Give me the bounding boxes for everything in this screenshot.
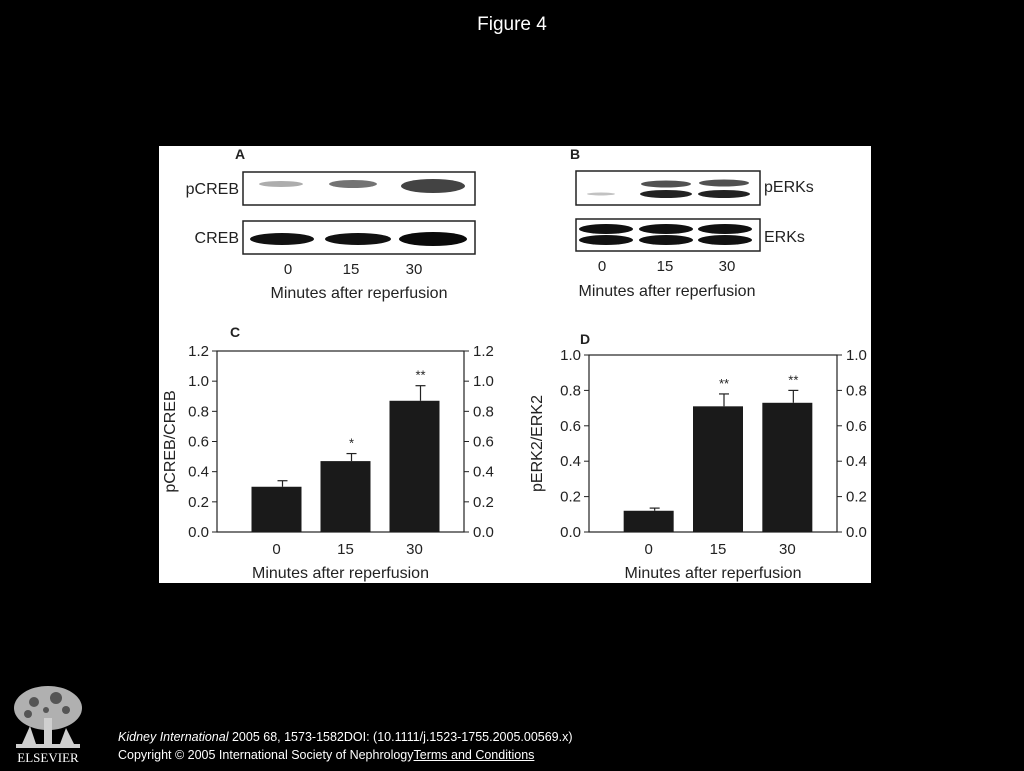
elsevier-tree-icon bbox=[8, 682, 88, 766]
panel-d-ytick-label-left: 0.8 bbox=[560, 382, 581, 400]
figure-panel bbox=[159, 146, 871, 583]
panel-c-significance-15: * bbox=[348, 435, 355, 451]
panel-a-xlabel: Minutes after reperfusion bbox=[270, 285, 448, 302]
perks-blot-frame bbox=[576, 171, 760, 205]
panel-d-ytick-label-right: 0.4 bbox=[846, 453, 867, 471]
panel-c-ytick-label-left: 0.4 bbox=[188, 463, 209, 481]
panel-d-letter: D bbox=[580, 331, 591, 347]
panel-d-ytick-label-right: 0.8 bbox=[846, 382, 867, 400]
citation-details: 2005 68, 1573-1582DOI: (10.1111/j.1523-1755.2005.00569.x) bbox=[228, 730, 573, 744]
panel-a-western-blot bbox=[186, 146, 475, 302]
panel-d-significance-30: ** bbox=[788, 372, 799, 388]
panel-c-ytick-label-left: 0.2 bbox=[188, 493, 209, 511]
erks-lower-band-15 bbox=[639, 235, 693, 245]
figure-title: Figure 4 bbox=[477, 14, 547, 35]
creb-band-15 bbox=[325, 233, 391, 245]
pcreb-band-30 bbox=[401, 179, 465, 193]
panel-c-xlabel: Minutes after reperfusion bbox=[252, 565, 429, 582]
copyright bbox=[118, 748, 534, 762]
creb-band-30 bbox=[399, 232, 467, 246]
erks-upper-band-15 bbox=[639, 224, 693, 234]
panel-d-ytick-label-left: 1.0 bbox=[560, 347, 581, 364]
panel-a-letter: A bbox=[235, 146, 246, 162]
perks-lower-band-15 bbox=[640, 190, 692, 198]
panel-d-significance-15: ** bbox=[718, 375, 730, 391]
panel-c-ytick-label-right: 0.2 bbox=[473, 493, 494, 511]
panel-d-xtick-label-15: 15 bbox=[709, 541, 727, 558]
perks-upper-band-30 bbox=[699, 180, 749, 187]
erks-lower-band-0 bbox=[579, 235, 633, 245]
panel-c-xtick-label-30: 30 bbox=[406, 541, 423, 558]
panel-c-xtick-label-15: 15 bbox=[337, 541, 354, 558]
journal-name: Kidney International bbox=[118, 730, 229, 744]
panel-d-bar-0 bbox=[624, 511, 674, 532]
panel-c-ylabel: pCREB/CREB bbox=[162, 390, 179, 493]
panel-b-letter: B bbox=[570, 146, 581, 162]
panel-c-letter: C bbox=[230, 324, 241, 340]
creb-row-label: CREB bbox=[194, 230, 239, 247]
erks-lower-band-30 bbox=[698, 235, 752, 245]
panel-d-ylabel: pERK2/ERK2 bbox=[529, 395, 546, 492]
panel-b-xlabel: Minutes after reperfusion bbox=[578, 283, 756, 300]
panel-c-bar-30 bbox=[390, 401, 440, 532]
elsevier-logo bbox=[8, 682, 88, 766]
panel-c-ytick-label-right: 1.0 bbox=[473, 373, 494, 391]
erks-upper-band-0 bbox=[579, 224, 633, 234]
perks-row-label: pERKs bbox=[764, 179, 814, 196]
elsevier-logo-text: ELSEVIER bbox=[17, 750, 79, 765]
panel-d-ytick-label-right: 1.0 bbox=[846, 347, 867, 364]
panel-d-ytick-label-left: 0.0 bbox=[560, 524, 581, 541]
panel-c-ytick-label-left: 0.6 bbox=[188, 433, 209, 451]
figure-canvas bbox=[159, 146, 871, 583]
panel-c-ytick-label-right: 0.0 bbox=[473, 524, 494, 541]
panel-c-ytick-label-right: 0.4 bbox=[473, 463, 494, 481]
panel-d-ytick-label-right: 0.6 bbox=[846, 417, 867, 435]
panel-a-lane-30: 30 bbox=[405, 261, 423, 278]
panel-d-bar-15 bbox=[693, 406, 743, 532]
panel-b-lane-0: 0 bbox=[597, 258, 607, 275]
panel-d-ytick-label-right: 0.0 bbox=[846, 524, 867, 541]
panel-b-lane-15: 15 bbox=[656, 258, 674, 275]
panel-c-bar-chart bbox=[162, 324, 494, 582]
panel-c-bar-0 bbox=[252, 487, 302, 532]
pcreb-row-label: pCREB bbox=[185, 181, 239, 198]
panel-d-bar-chart bbox=[529, 331, 867, 582]
terms-and-conditions-link[interactable]: Terms and Conditions bbox=[413, 748, 535, 762]
panel-b-western-blot bbox=[570, 146, 814, 300]
panel-d-xtick-label-0: 0 bbox=[644, 541, 653, 558]
panel-c-xtick-label-0: 0 bbox=[272, 541, 281, 558]
copyright-text: Copyright © 2005 International Society of Nephrology bbox=[118, 748, 414, 762]
panel-d-bar-30 bbox=[762, 403, 812, 532]
perks-upper-band-15 bbox=[641, 181, 691, 188]
panel-c-ytick-label-left: 1.0 bbox=[188, 373, 209, 391]
panel-c-ytick-label-left: 1.2 bbox=[188, 343, 209, 360]
perks-band-0 bbox=[587, 193, 615, 196]
erks-blot-frame bbox=[576, 219, 760, 251]
panel-c-significance-30: ** bbox=[415, 367, 426, 383]
panel-a-lane-15: 15 bbox=[342, 261, 360, 278]
citation bbox=[118, 730, 573, 744]
panel-c-ytick-label-right: 1.2 bbox=[473, 343, 494, 360]
erks-row-label: ERKs bbox=[764, 229, 805, 246]
panel-c-ytick-label-right: 0.6 bbox=[473, 433, 494, 451]
erks-upper-band-30 bbox=[698, 224, 752, 234]
panel-c-ytick-label-left: 0.8 bbox=[188, 403, 209, 421]
perks-lower-band-30 bbox=[698, 190, 750, 198]
panel-d-ytick-label-right: 0.2 bbox=[846, 488, 867, 506]
pcreb-band-0 bbox=[259, 181, 303, 187]
panel-d-xtick-label-30: 30 bbox=[778, 541, 796, 558]
panel-c-bar-15 bbox=[321, 461, 371, 532]
creb-band-0 bbox=[250, 233, 314, 245]
panel-b-lane-30: 30 bbox=[718, 258, 736, 275]
panel-d-ytick-label-left: 0.2 bbox=[560, 488, 581, 506]
panel-d-ytick-label-left: 0.4 bbox=[560, 453, 581, 471]
pcreb-band-15 bbox=[329, 180, 377, 188]
panel-d-xlabel: Minutes after reperfusion bbox=[624, 565, 802, 582]
panel-d-ytick-label-left: 0.6 bbox=[560, 417, 581, 435]
panel-c-ytick-label-right: 0.8 bbox=[473, 403, 494, 421]
panel-c-ytick-label-left: 0.0 bbox=[188, 524, 209, 541]
panel-a-lane-0: 0 bbox=[283, 261, 293, 278]
